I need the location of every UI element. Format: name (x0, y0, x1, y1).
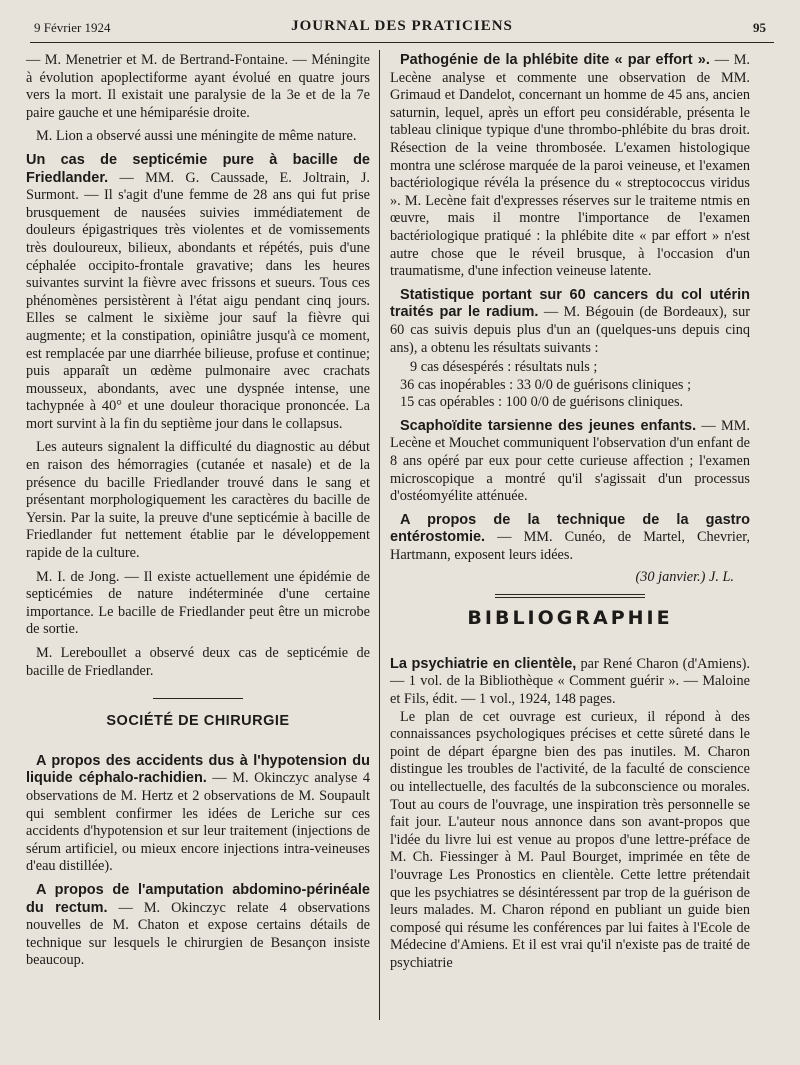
book-title: La psychiatrie en clientèle, (390, 655, 577, 672)
article-amputation (26, 882, 370, 970)
result-item: 36 cas inopérables : 33 0/0 de guérisons cliniques ; (400, 376, 692, 393)
article-title: A propos de la technique de la gastro entérostomie. (390, 511, 750, 546)
paragraph-de-jong: M. I. de Jong. — Il existe actuellement une épidémie de septicémies de nature indéterminée d'une certaine importance. Le bacille de Friedlander peut être un microbe de sortie. (26, 568, 370, 638)
section-title: SOCIÉTÉ DE CHIRURGIE (106, 713, 290, 730)
book-review: Le plan de cet ouvrage est curieux, il répond à des connaissances psychologiques précises et cette sûreté dans le point de départ épargne bien des pas inutiles. M. Charon distingue les troubles de l'activité, de la faculté de conscience ou intellectuelle, des facultés de la subconscience ou morales. Tout au cours de l'ouvrage, une inspiration très personnelle se fait jour. L'auteur nous annonce dans son avant-propos que l'idée du livre lui est venue au propos d'une lettre-préface de M. Ch. Fiessinger à M. Paul Bourget, imprimée en tête de l'ouvrage Les Pronostics en clientèle. Cette lettre prétendait que les psychiatres se désintéressent par trop de la guérison de leurs malades. M. Charon répond en publiant un guide bien composé qui résume les conférences par lui faites à l'Ecole de Médecine d'Amiens. Et il est vrai qu'il n'existe pas de traité de psychiatrie (390, 708, 750, 971)
article-friedlander (26, 152, 370, 434)
article-phlebite (390, 52, 750, 281)
page-number: 95 (753, 20, 766, 35)
paragraph-diagnostic: Les auteurs signalent la difficulté du diagnostic au début en raison des hémorragies (cutanée et nasale) et de la présence du bacille Friedlander trouvé dans le sang et présentant morphologiquement les caractères du bacille de Yersin. Par la suite, la preuve d'une septicémie à bacille de Friedlander fut nettement établie par le développement rapide de la culture. (26, 439, 370, 562)
article-gastro (390, 512, 750, 565)
article-title: Un cas de septicémie pure à bacille de Friedlander. (26, 151, 370, 186)
result-item: 15 cas opérables : 100 0/0 de guérisons cliniques. (400, 394, 684, 411)
article-title: Scaphoïdite tarsienne des jeunes enfants. (400, 417, 697, 434)
bibliography-title: BIBLIOGRAPHIE (467, 607, 673, 630)
paragraph-meningite: — M. Menetrier et M. de Bertrand-Fontaine. — Méningite à évolution apoplectiforme ayant évolué en quatre jours vers la mort. Il existait une paralysie de la 3e et de la 7e paire gauche et une hémiparésie droite. (26, 52, 370, 121)
article-body: — M. Okinczyc analyse 4 observations de M. Hertz et 2 observations de M. Soupault qui semblent confirmer les idées de Leriche sur ces accidents d'hypotension et sur leur traitement (injections de sérum artificiel, ou mieux encore injections intra-veineuses d'eau distillée). (26, 770, 370, 875)
article-scaphoidite (390, 418, 750, 506)
article-statistique (390, 287, 750, 357)
article-hypotension (26, 753, 370, 876)
article-title: Pathogénie de la phlébite dite « par effort ». (400, 52, 710, 68)
paragraph-lereboullet: M. Lereboullet a observé deux cas de septicémie de bacille de Friedlander. (26, 645, 370, 679)
signature: (30 janvier.) J. L. (635, 568, 734, 585)
book-details: par René Charon (d'Amiens). — 1 vol. de la Bibliothèque « Comment guérir ». — Maloine et Fils, édit. — 1 vol., 1924, 148 pages. (390, 655, 750, 707)
right-column (390, 52, 750, 979)
article-title: A propos de l'amputation abdomino-périnéale du rectum. (26, 881, 370, 916)
article-body: — M. Lecène analyse et commente une observation de MM. Grimaud et Dandelot, concernant un homme de 45 ans, ancien saturnin, lequel, après un effort peu considérable, présenta le tableau clinique typique d'une thrombo-phlébite du bras droit. Résection de la veine thrombosée. L'examen histologique montra une sclérose marquée de la paroi veineuse, et l'examen bactériologique révéla la présence du « streptococcus viridus ». M. Lecène fait d'expresses réserves sur le traiteme ntmis en œuvre, mais il montre l'importance de l'examen bactériologique pratiqué : la phlébite dite « par effort » n'est autre chose que le réveil brusque, à l'occasion d'un traumatisme, d'une infection veineuse latente. (390, 52, 750, 280)
article-body: — M. Bégouin (de Bordeaux), sur 60 cas suivis depuis plus d'un an (quelques-uns depuis cinq ans), a obtenu les résultats suivants : (390, 304, 750, 356)
article-title: A propos des accidents dus à l'hypotension du liquide céphalo-rachidien. (26, 752, 370, 787)
left-column (26, 52, 370, 976)
results-list (400, 359, 750, 412)
running-header (30, 16, 774, 43)
issue-date: 9 Février 1924 (34, 20, 111, 35)
article-title: Statistique portant sur 60 cancers du col utérin traités par le radium. (390, 286, 750, 321)
bibliography-divider (495, 594, 645, 598)
section-divider (153, 698, 243, 699)
article-body: — MM. G. Caussade, E. Joltrain, J. Surmont. — Il s'agit d'une femme de 28 ans qui fut prise brusquement de nausées suivies immédiatement de douleurs épigastriques très violentes et de vomissements très douloureux, bilieux, abondants et répétés, puis d'une céphalée occipito-frontale gravative; dans les heures suivantes survint la fièvre avec frissons et sueurs. Tous ces phénomènes persistèrent à l'état aigu pendant cinq jours. Elles se calment le sixième jour sauf la fièvre qui augmente; et la constipation, opiniâtre jusqu'à ce moment, est remplacée par une diarrhée bilieuse, profuse et continue; puis apparaît un œdème pulmonaire avec crachats mousseux, abondants, avec une dyspnée intense, une tachypnée à 40° et une douleur thoracique prononcée. La mort survint à la fin du septième jour dans le collapsus. (26, 169, 370, 432)
paragraph-lion: M. Lion a observé aussi une méningite de même nature. (36, 128, 357, 145)
article-body: — M. Okinczyc relate 4 observations nouvelles de M. Chaton et expose certains détails de technique sur lesquels le chirurgien de Besançon insiste beaucoup. (26, 899, 371, 969)
result-item: 9 cas désespérés : résultats nuls ; (410, 359, 598, 376)
article-body: — MM. Lecène et Mouchet communiquent l'observation d'un enfant de 8 ans opéré par eux pour cette curieuse affection ; l'examen microscopique a montré qu'il s'agissait d'un processus d'ostéomyélite atténuée. (390, 417, 751, 505)
article-body: — MM. Cunéo, de Martel, Chevrier, Hartmann, exposent leurs idées. (390, 529, 751, 564)
journal-title: JOURNAL DES PRATICIENS (291, 18, 513, 34)
book-reference (390, 656, 750, 709)
column-divider (379, 50, 380, 1020)
